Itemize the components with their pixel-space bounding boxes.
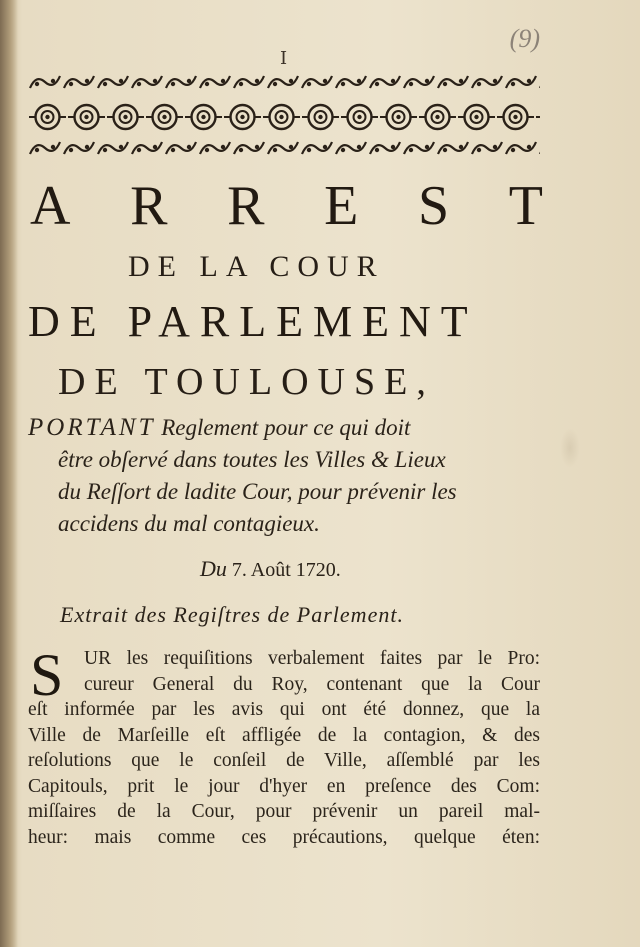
title-arrest [30, 176, 545, 236]
title-de-parlement: DE PARLEMENT [28, 297, 478, 346]
drop-cap: S [30, 642, 64, 708]
date-line [200, 556, 341, 582]
title-letter: T [508, 175, 545, 237]
page-binding-edge [0, 0, 18, 947]
body-line: UR les requiſitions verbalement faites par le Pro: [84, 648, 540, 669]
extrait-heading: Extrait des Regiſtres de Parlement. [60, 602, 404, 627]
date-value: 7. Août 1720. [231, 559, 341, 581]
paper-stain [560, 428, 580, 468]
signature-mark: I [280, 48, 288, 69]
date-du: Du [200, 556, 227, 581]
body-line: eſt informée par les avis qui ont été donnez, que la [28, 699, 540, 720]
body-line: Ville de Marſeille eſt affligée de la contagion, & des [28, 724, 540, 746]
portant-line: accidens du mal contagieux. [58, 511, 320, 536]
body-line: Capitouls, prit le jour d'hyer en preſence des Com: [28, 775, 540, 797]
body-line: miſſaires de la Cour, pour prévenir un pareil mal- [28, 801, 540, 822]
title-de-la-cour: DE LA COUR [128, 250, 385, 283]
title-letter: R [130, 175, 170, 237]
printer-ornament-band-icon [28, 72, 540, 162]
portant-line: du Reſſort de ladite Cour, pour prévenir les [58, 479, 457, 504]
title-letter: E [324, 175, 361, 237]
portant-paragraph [28, 412, 548, 540]
title-letter: R [227, 175, 267, 237]
folio-number: (9) [509, 24, 540, 53]
portant-line: Reglement pour ce qui doit [161, 415, 411, 440]
body-line: cureur General du Roy, contenant que la Cour [84, 673, 540, 695]
body-line: heur: mais comme ces précautions, quelque éten: [28, 826, 540, 848]
portant-line: être obſervé dans toutes les Villes & Lieux [58, 447, 446, 472]
title-de-toulouse: DE TOULOUSE, [58, 361, 435, 403]
portant-lead: PORTANT [28, 414, 156, 441]
title-letter: S [417, 175, 452, 237]
body-text [28, 642, 540, 850]
title-letter: A [30, 175, 73, 237]
body-line: reſolutions que le conſeil de Ville, aſſemblé par les [28, 750, 540, 771]
